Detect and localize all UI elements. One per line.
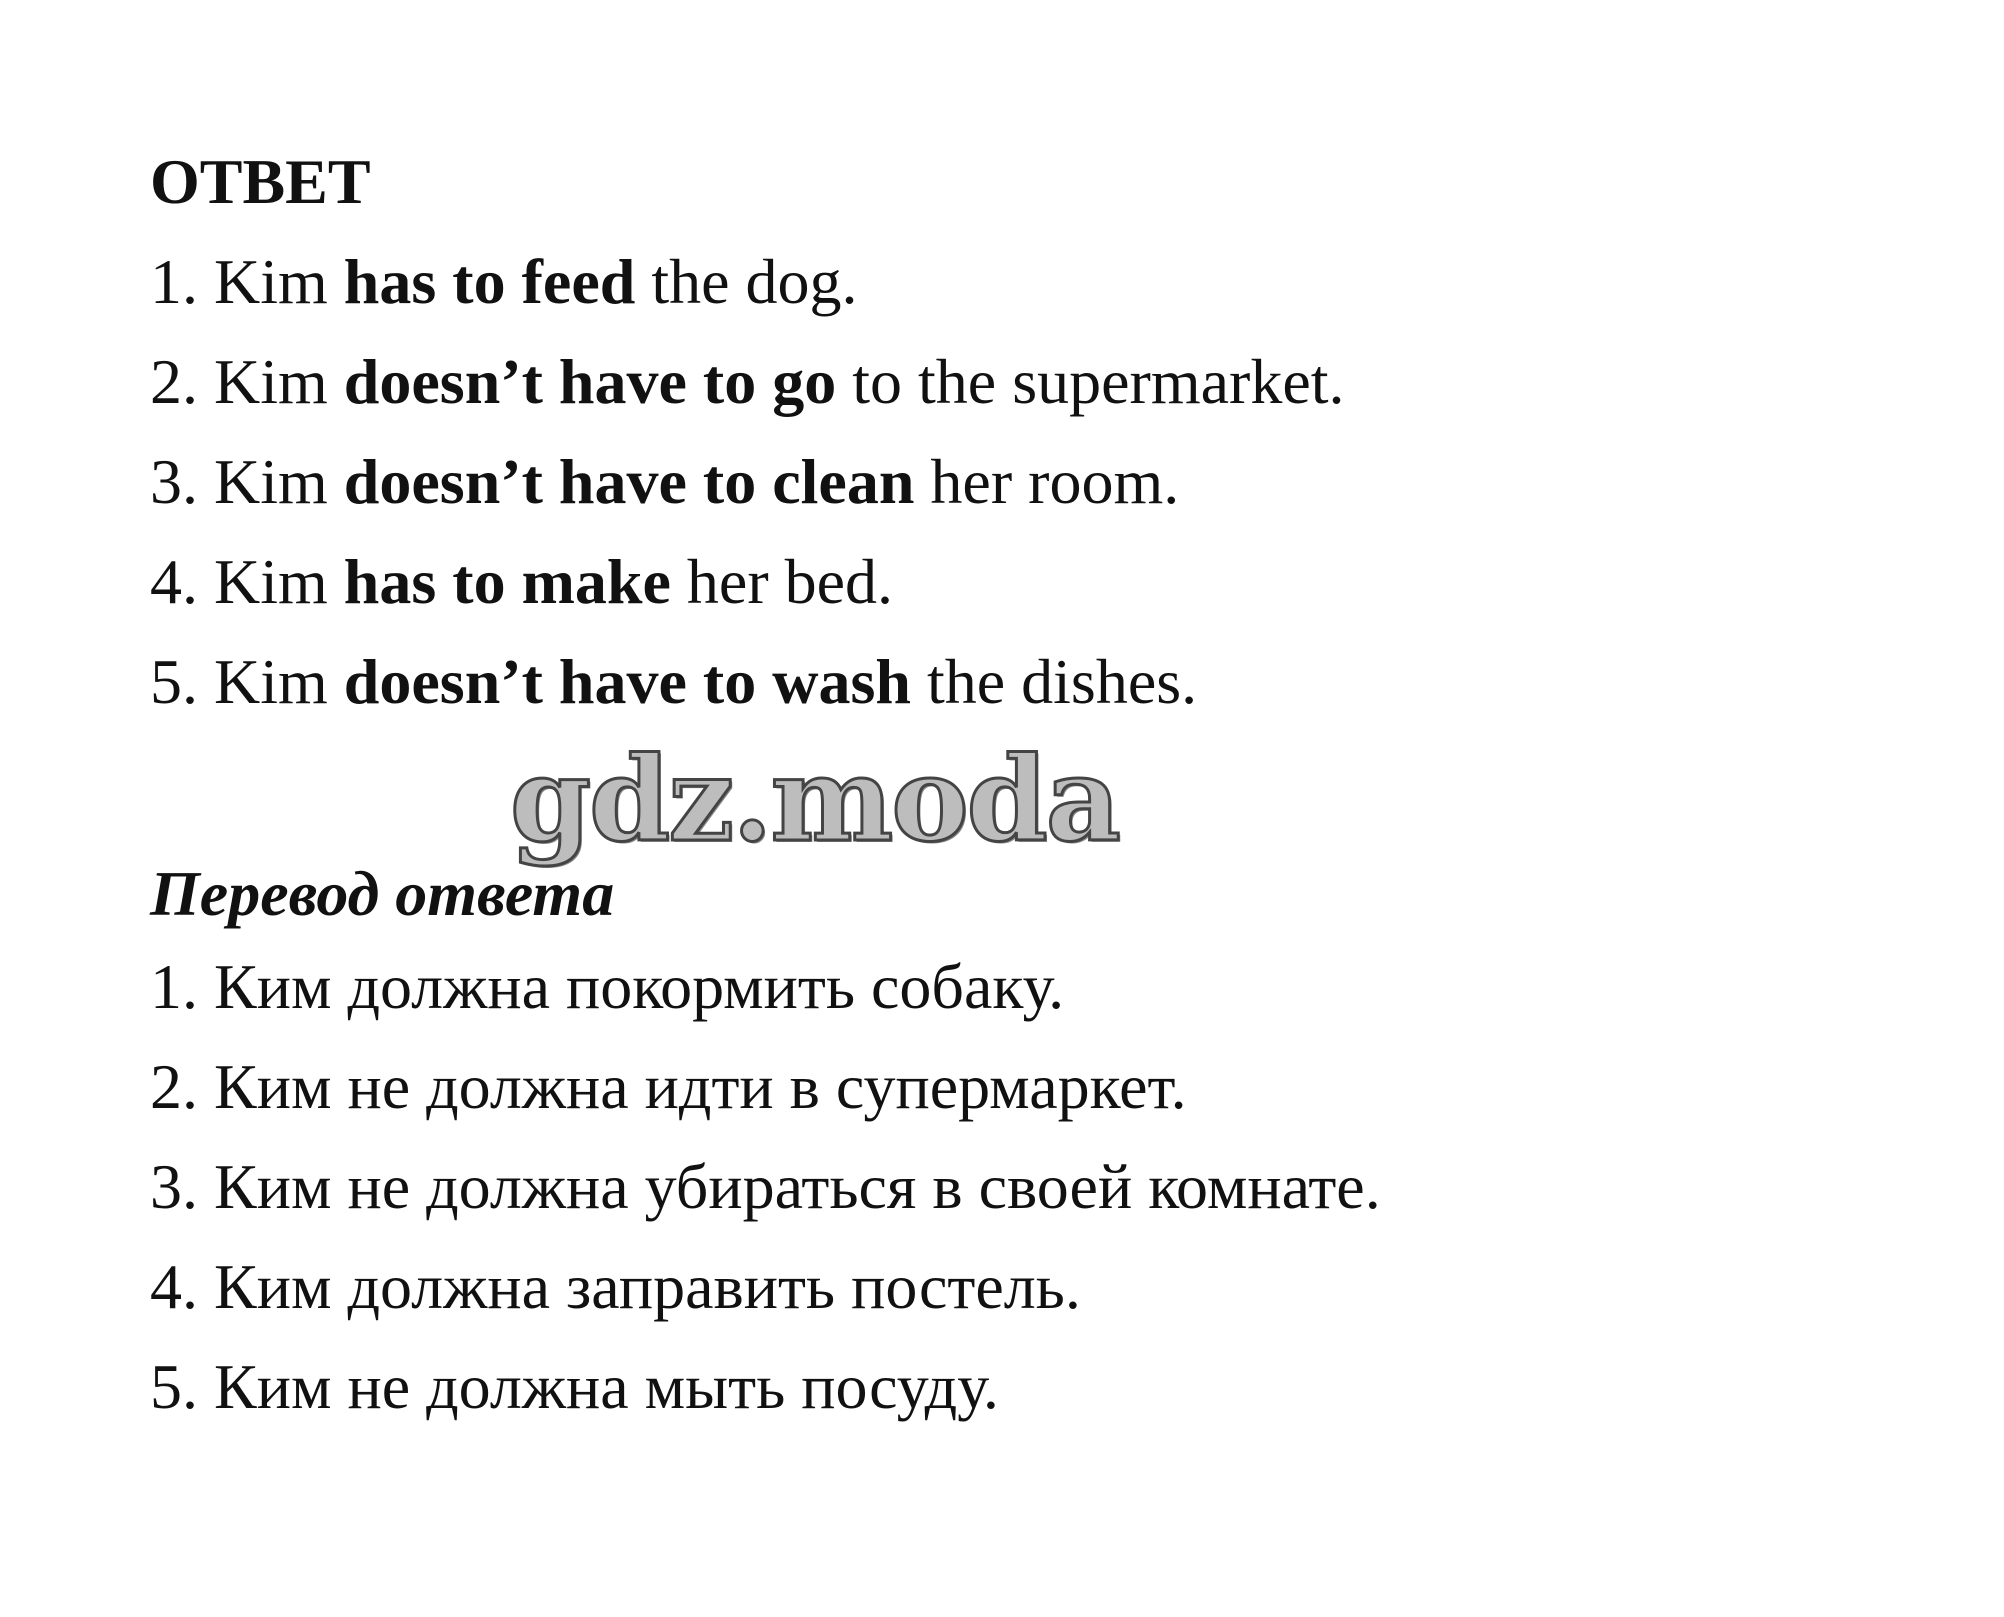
answer-verb: doesn’t have to wash <box>343 646 911 717</box>
answer-item-4 <box>150 546 894 617</box>
translation-item-5: 5. Ким не должна мыть посуду. <box>150 1351 999 1422</box>
answer-subject: Kim <box>214 246 328 317</box>
answer-heading: ОТВЕТ <box>150 146 371 217</box>
answer-number: 1. <box>150 246 198 317</box>
translation-item-4: 4. Ким должна заправить постель. <box>150 1251 1081 1322</box>
answer-rest: her bed. <box>686 546 894 617</box>
answer-item-3 <box>150 446 1180 517</box>
answer-verb: has to make <box>343 546 671 617</box>
answer-verb: has to feed <box>343 246 636 317</box>
translation-heading: Перевод ответа <box>150 858 615 929</box>
answer-subject: Kim <box>214 346 328 417</box>
answer-item-5 <box>150 646 1198 717</box>
answer-verb: doesn’t have to clean <box>343 446 915 517</box>
answer-subject: Kim <box>214 446 328 517</box>
answer-number: 3. <box>150 446 198 517</box>
answer-number: 2. <box>150 346 198 417</box>
answer-verb: doesn’t have to go <box>343 346 837 417</box>
watermark-logo: gdz.moda <box>510 732 1119 868</box>
answer-number: 4. <box>150 546 198 617</box>
translation-item-3: 3. Ким не должна убираться в своей комнате. <box>150 1151 1381 1222</box>
answer-subject: Kim <box>214 646 328 717</box>
answer-item-1 <box>150 246 858 317</box>
translation-item-2: 2. Ким не должна идти в супермаркет. <box>150 1051 1187 1122</box>
answer-rest: her room. <box>930 446 1180 517</box>
answer-rest: the dishes. <box>926 646 1198 717</box>
answer-item-2 <box>150 346 1345 417</box>
answer-subject: Kim <box>214 546 328 617</box>
answer-rest: to the supermarket. <box>852 346 1345 417</box>
answer-rest: the dog. <box>651 246 858 317</box>
answer-number: 5. <box>150 646 198 717</box>
translation-item-1: 1. Ким должна покормить собаку. <box>150 951 1065 1022</box>
